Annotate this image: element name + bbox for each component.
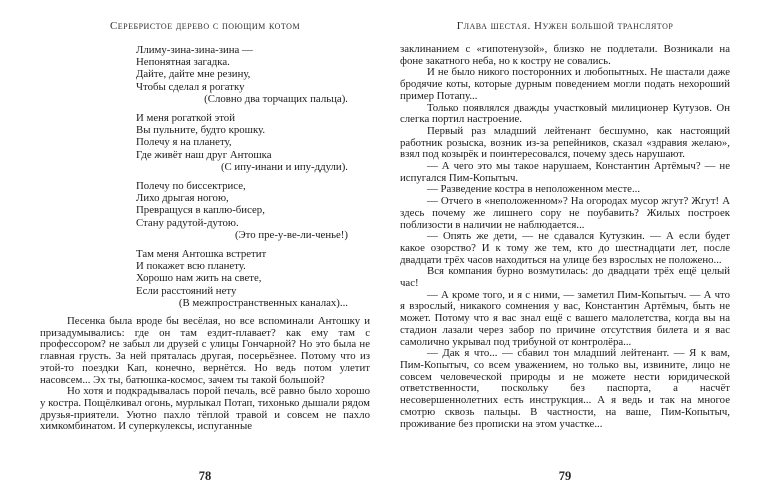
paragraph: И не было никого посторонних и любопытных. Не шастали даже бродячие коты, которые дурным поведением могли подать нехороший пример Потапу... (400, 66, 730, 102)
paragraph: — Опять же дети, — не сдавался Кутузкин. — А если будет какое озорство? И к тому же тем, кто до шестнадцати лет, после двадцати трёх часов находиться на улице без взрослых не положено... (400, 230, 730, 266)
poem-stanza (136, 180, 348, 241)
paragraph: — Разведение костра в неположенном месте... (427, 183, 641, 196)
running-head-left: Серебристое дерево с поющим котом (109, 20, 301, 32)
paragraph: — А чего это мы такое нарушаем, Константин Артёмыч? — не испугался Пим-Копытыч. (400, 160, 730, 184)
poem-line: Лихо дрыгая ногою, (136, 192, 229, 205)
poem-line: Хорошо нам жить на свете, (136, 272, 262, 285)
poem-line: Вы пульните, будто крошку. (136, 124, 266, 137)
right-page-text (400, 44, 730, 430)
poem-stanza (136, 248, 348, 309)
poem-line: Полечу я на планету, (136, 136, 232, 149)
page-number-left: 78 (198, 469, 212, 483)
poem-aside-line: (В межпространственных каналах)... (178, 296, 348, 309)
paragraph: — Дак я что... — сбавил тон младший лейтенант. — Я к вам, Пим-Копытыч, со всем уважением, но только вы, извините, лицо не совсем человеческой природы и не можете нести юридической ответственности, поскольку без паспорта, а насчёт несовершеннолетних есть инструкция... А я ведь и так на многое смотрю сквозь пальцы. В частности, на ваше, Пим-Копытыч, проживание без прописки на этом участке... (400, 347, 730, 430)
paragraph: заклинанием с «гипотенузой», близко не подлетали. Возникали на фоне закатного неба, но к костру не совались. (400, 43, 730, 67)
page-number-right: 79 (558, 469, 572, 483)
poem-line: Превращуся в каплю-бисер, (136, 204, 265, 217)
running-head-right: Глава шестая. Нужен большой транслятор (456, 20, 674, 32)
paragraph: Первый раз младший лейтенант бесшумно, как настоящий работник розыска, возник из-за репейников, сказал «здравия желаю», взял под козырёк и поинтересовался, почему здесь нарушают. (400, 124, 730, 161)
poem-line: Непонятная загадка. (136, 56, 230, 69)
poem-line: Полечу по биссектрисе, (136, 180, 246, 193)
page-right (400, 0, 730, 502)
right-page-content (400, 44, 730, 430)
poem-stanza (136, 112, 348, 173)
poem-line: Где живёт наш друг Антошка (136, 148, 272, 161)
poem-line: Ллиму-зина-зина-зина — (136, 44, 253, 56)
paragraph: — А кроме того, и я с ними, — заметил Пим-Копытыч. — А что я взрослый, никакого сомнения у вас, Константин Артёмыч, быть не может. Потому что я вас знал ещё с вашего малолетства, когда вы на стадион лазали через забор по причине отсутствия билета и я вас самолично укрывал под трибуной от контролёра... (400, 288, 730, 348)
paragraph: Только появлялся дважды участковый милиционер Кутузов. Он слегка портил настроение. (400, 101, 730, 126)
poem-line: Стану радутой-дутою. (136, 216, 239, 229)
left-page-text (40, 316, 370, 433)
poem-aside-line: (Это пре-у-ве-ли-ченье!) (234, 228, 348, 241)
left-page-content (40, 44, 370, 433)
poem-line: Если расстояний нету (136, 284, 237, 297)
poem-aside-line: (Словно два торчащих пальца). (204, 92, 348, 105)
page-left (40, 0, 370, 502)
poem (136, 44, 348, 309)
paragraph: — Отчего в «неположенном»? На огородах мусор жгут? Жгут! А здесь почему же лишнего сору не поубавить? Жилых построек поблизости в наличии не наблюдается... (400, 195, 730, 231)
paragraph: Вся компания бурно возмутилась: до двадцати трёх ещё целый час! (400, 265, 730, 290)
poem-aside-line: (С ипу-инани и ипу-ддули). (220, 160, 348, 173)
poem-line: Там меня Антошка встретит (136, 248, 267, 261)
poem-line: И покажет всю планету. (136, 260, 246, 273)
poem-line: И меня рогаткой этой (136, 112, 235, 125)
poem-line: Чтобы сделал я рогатку (136, 80, 245, 93)
paragraph: Песенка была вроде бы весёлая, но все вспоминали Антошку и призадумывались: где он там ездит-плавает? как ему там с профессором? не забыл ли друзей с улицы Гончарной? Но это была не главная грусть. За ней пряталась другая, посерьёзнее. Потому что из этой-то поездки Кап, конечно, вернётся. Но ведь потом улетит насовсем... Эх ты, батюшка-космос, зачем ты такой большой? (40, 315, 370, 386)
poem-line: Дайте, дайте мне резину, (136, 68, 251, 81)
poem-stanza (136, 44, 348, 105)
paragraph: Но хотя и подкрадывалась порой печаль, всё равно было хорошо у костра. Пощёлкивал огонь, мурлыкал Потап, тихонько дышали рядом друзья-приятели. Уютно пахло тёплой травой и совсем не пахло химкомбинатом. И суперкулексы, испуганные (40, 385, 370, 433)
